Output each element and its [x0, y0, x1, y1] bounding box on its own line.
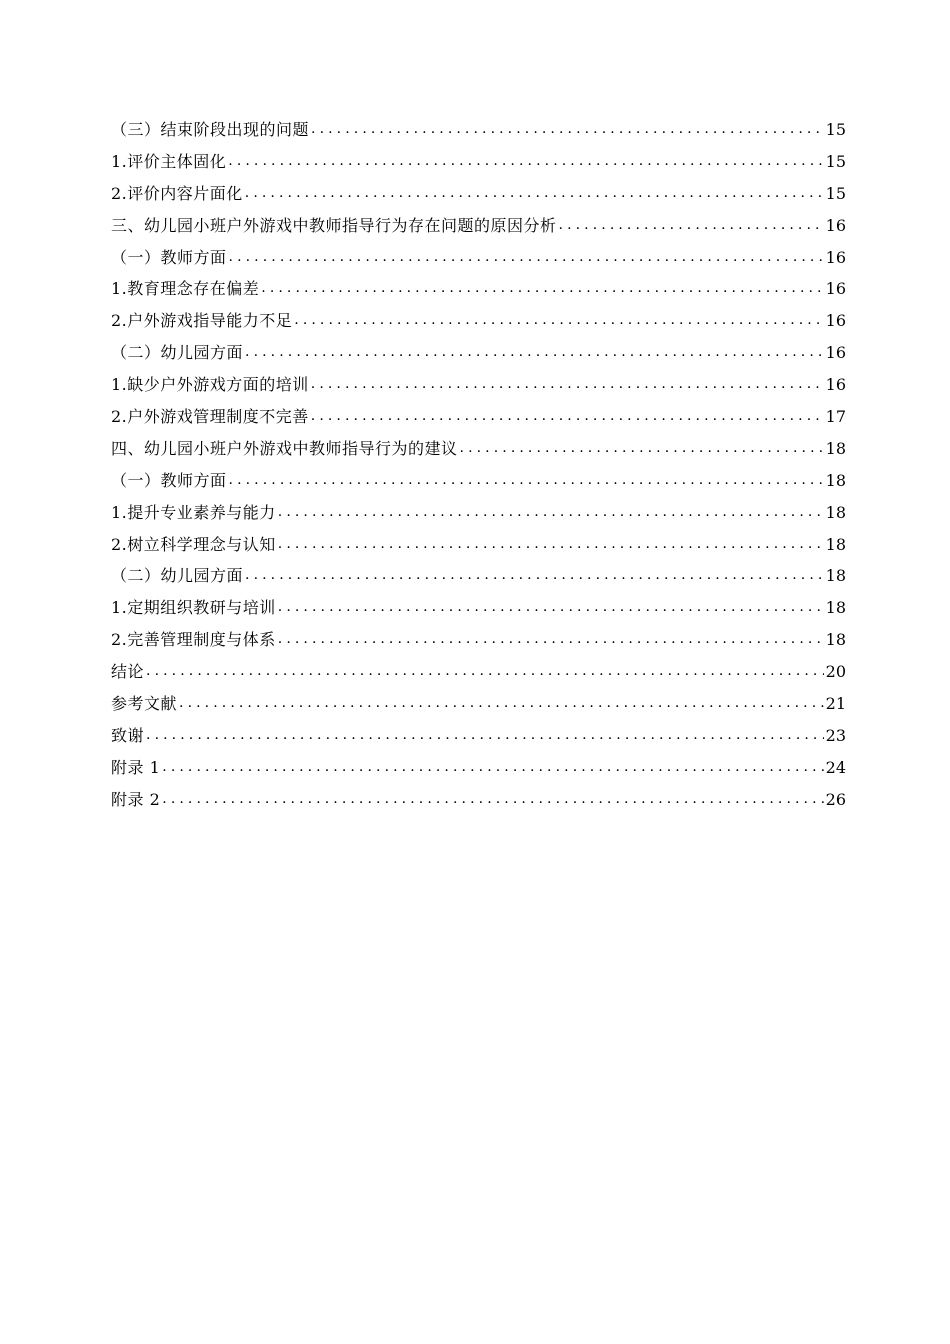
- toc-entry-page: 18: [825, 502, 846, 522]
- toc-entry-title: 结论: [111, 662, 145, 682]
- toc-dot-leader: [294, 305, 823, 337]
- toc-entry-page: 15: [825, 119, 846, 139]
- toc-entry-page: 20: [825, 662, 846, 682]
- toc-entry-title: 三、幼儿园小班户外游戏中教师指导行为存在问题的原因分析: [111, 215, 557, 235]
- toc-entry-title: 参考文献: [111, 694, 178, 714]
- toc-dot-leader: [179, 688, 824, 720]
- toc-entry-page: 16: [825, 311, 846, 331]
- toc-entry[interactable]: [111, 720, 846, 752]
- toc-entry-title: 2.树立科学理念与认知: [111, 534, 276, 554]
- toc-entry[interactable]: [111, 465, 846, 497]
- toc-entry[interactable]: [111, 401, 846, 433]
- toc-entry-title: （三）结束阶段出现的问题: [111, 119, 310, 139]
- toc-entry[interactable]: [111, 529, 846, 561]
- toc-entry[interactable]: [111, 305, 846, 337]
- toc-entry-page: 15: [825, 151, 846, 171]
- toc-entry[interactable]: [111, 624, 846, 656]
- toc-dot-leader: [162, 784, 823, 816]
- toc-entry-title: 2.户外游戏指导能力不足: [111, 311, 293, 331]
- toc-entry[interactable]: [111, 242, 846, 274]
- toc-dot-leader: [146, 656, 824, 688]
- toc-entry[interactable]: [111, 592, 846, 624]
- toc-entry-page: 18: [825, 438, 846, 458]
- toc-dot-leader: [559, 210, 824, 242]
- toc-dot-leader: [229, 242, 824, 274]
- toc-entry-title: （二）幼儿园方面: [111, 343, 244, 363]
- toc-entry[interactable]: [111, 656, 846, 688]
- toc-entry-page: 18: [825, 598, 846, 618]
- toc-dot-leader: [311, 369, 824, 401]
- toc-entry-page: 15: [825, 183, 846, 203]
- toc-entry[interactable]: [111, 178, 846, 210]
- toc-entry-page: 18: [825, 630, 846, 650]
- toc-entry[interactable]: [111, 210, 846, 242]
- toc-entry-page: 17: [825, 407, 846, 426]
- toc-dot-leader: [278, 497, 824, 529]
- toc-entry-title: （一）教师方面: [111, 470, 227, 490]
- toc-entry-title: 1.评价主体固化: [111, 151, 227, 171]
- toc-dot-leader: [146, 720, 824, 752]
- toc-entry-page: 18: [825, 566, 846, 586]
- toc-entry[interactable]: [111, 114, 846, 146]
- toc-entry[interactable]: [111, 688, 846, 720]
- toc-dot-leader: [278, 529, 824, 561]
- toc-dot-leader: [228, 146, 823, 178]
- toc-entry-title: 2.评价内容片面化: [111, 183, 243, 203]
- toc-entry[interactable]: [111, 273, 846, 305]
- toc-entry[interactable]: [111, 784, 846, 816]
- toc-entry[interactable]: [111, 337, 846, 369]
- toc-entry[interactable]: [111, 560, 846, 592]
- toc-entry-title: 致谢: [111, 725, 145, 745]
- toc-entry-title: 1.定期组织教研与培训: [111, 598, 276, 618]
- table-of-contents: [111, 114, 846, 816]
- toc-dot-leader: [460, 433, 824, 465]
- toc-entry-title: （二）幼儿园方面: [111, 566, 244, 586]
- toc-dot-leader: [311, 114, 824, 146]
- toc-dot-leader: [245, 337, 824, 369]
- toc-entry-title: 四、幼儿园小班户外游戏中教师指导行为的建议: [111, 438, 458, 458]
- toc-entry[interactable]: [111, 146, 846, 178]
- toc-entry[interactable]: [111, 497, 846, 529]
- toc-entry-title: 1.缺少户外游戏方面的培训: [111, 375, 309, 395]
- toc-entry-title: 2.完善管理制度与体系: [111, 630, 276, 650]
- toc-entry-page: 16: [825, 279, 846, 299]
- toc-dot-leader: [229, 465, 824, 497]
- toc-entry[interactable]: [111, 433, 846, 465]
- toc-entry-title: 1.教育理念存在偏差: [111, 279, 260, 299]
- toc-entry-title: 附录 1: [111, 757, 161, 777]
- toc-entry-title: 2.户外游戏管理制度不完善: [111, 407, 309, 426]
- toc-entry-page: 23: [825, 725, 846, 745]
- toc-entry-page: 16: [825, 375, 846, 395]
- toc-dot-leader: [278, 592, 824, 624]
- toc-entry-page: 16: [825, 215, 846, 235]
- toc-entry-page: 26: [825, 789, 846, 809]
- toc-dot-leader: [245, 178, 824, 210]
- toc-entry[interactable]: [111, 369, 846, 401]
- toc-entry-page: 18: [825, 534, 846, 554]
- toc-dot-leader: [311, 401, 824, 433]
- toc-entry-title: （一）教师方面: [111, 247, 227, 267]
- toc-entry-page: 18: [825, 470, 846, 490]
- toc-entry-page: 24: [825, 757, 846, 777]
- toc-dot-leader: [162, 752, 823, 784]
- toc-entry-title: 附录 2: [111, 789, 161, 809]
- toc-entry-page: 16: [825, 247, 846, 267]
- toc-entry-title: 1.提升专业素养与能力: [111, 502, 276, 522]
- toc-entry-page: 16: [825, 343, 846, 363]
- toc-entry-page: 21: [825, 694, 846, 714]
- toc-entry[interactable]: [111, 752, 846, 784]
- toc-dot-leader: [278, 624, 824, 656]
- toc-dot-leader: [261, 273, 823, 305]
- toc-dot-leader: [245, 560, 824, 592]
